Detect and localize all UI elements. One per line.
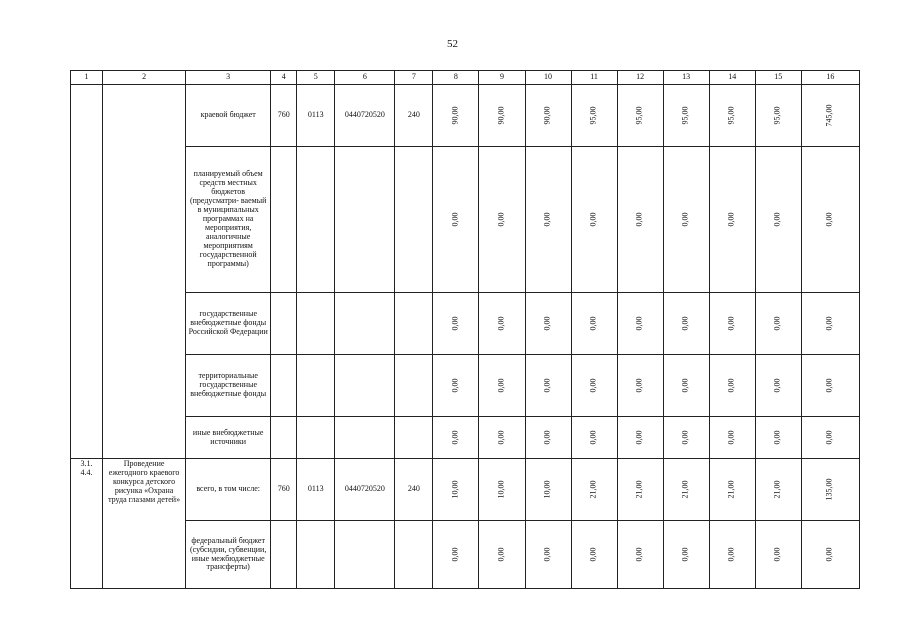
code-cell bbox=[335, 147, 395, 293]
value-cell: 0,00 bbox=[571, 521, 617, 589]
code-cell: 0113 bbox=[297, 459, 335, 521]
value-cell: 0,00 bbox=[755, 355, 801, 417]
value-cell: 0,00 bbox=[479, 147, 525, 293]
code-cell: 0113 bbox=[297, 85, 335, 147]
value-cell: 0,00 bbox=[709, 521, 755, 589]
code-cell: 760 bbox=[271, 85, 297, 147]
funding-source-cell: краевой бюджет bbox=[186, 85, 271, 147]
value-cell: 0,00 bbox=[801, 521, 859, 589]
code-cell bbox=[271, 147, 297, 293]
value-cell: 0,00 bbox=[709, 293, 755, 355]
page-number: 52 bbox=[447, 38, 458, 50]
code-cell bbox=[297, 521, 335, 589]
value-cell: 0,00 bbox=[663, 293, 709, 355]
code-cell bbox=[395, 417, 433, 459]
header-cell: 9 bbox=[479, 71, 525, 85]
value-cell: 90,00 bbox=[525, 85, 571, 147]
funding-source-cell: государственные внебюджетные фонды Российской Федерации bbox=[186, 293, 271, 355]
value-cell: 0,00 bbox=[479, 521, 525, 589]
code-cell bbox=[395, 355, 433, 417]
value-cell: 0,00 bbox=[525, 521, 571, 589]
header-cell: 13 bbox=[663, 71, 709, 85]
table-row bbox=[71, 85, 860, 147]
value-cell: 0,00 bbox=[433, 417, 479, 459]
value-cell: 0,00 bbox=[433, 355, 479, 417]
value-cell: 90,00 bbox=[479, 85, 525, 147]
header-cell: 10 bbox=[525, 71, 571, 85]
budget-table bbox=[70, 70, 860, 589]
row-number-cell: 3.1. 4.4. bbox=[71, 459, 103, 589]
row-name-cell bbox=[103, 85, 186, 459]
value-cell: 21,00 bbox=[617, 459, 663, 521]
code-cell bbox=[297, 293, 335, 355]
code-cell: 0440720520 bbox=[335, 85, 395, 147]
value-cell: 0,00 bbox=[663, 417, 709, 459]
value-cell: 0,00 bbox=[617, 293, 663, 355]
value-cell: 0,00 bbox=[755, 521, 801, 589]
value-cell: 95,00 bbox=[571, 85, 617, 147]
funding-source-cell: планируемый объем средств местных бюджетов (предусматри- ваемый в муниципальных программах на мероприятия, аналогичные мероприятиям государственной программы) bbox=[186, 147, 271, 293]
value-cell: 90,00 bbox=[433, 85, 479, 147]
row-name-cell: Проведение ежегодного краевого конкурса детского рисунка «Охрана труда глазами детей» bbox=[103, 459, 186, 589]
code-cell bbox=[271, 521, 297, 589]
value-cell: 745,00 bbox=[801, 85, 859, 147]
funding-source-cell: территориальные государственные внебюджетные фонды bbox=[186, 355, 271, 417]
value-cell: 0,00 bbox=[709, 147, 755, 293]
value-cell: 0,00 bbox=[617, 355, 663, 417]
header-cell: 16 bbox=[801, 71, 859, 85]
value-cell: 0,00 bbox=[525, 147, 571, 293]
header-cell: 4 bbox=[271, 71, 297, 85]
value-cell: 0,00 bbox=[479, 355, 525, 417]
value-cell: 0,00 bbox=[571, 147, 617, 293]
value-cell: 10,00 bbox=[525, 459, 571, 521]
value-cell: 0,00 bbox=[755, 147, 801, 293]
value-cell: 0,00 bbox=[709, 355, 755, 417]
value-cell: 0,00 bbox=[571, 355, 617, 417]
value-cell: 21,00 bbox=[709, 459, 755, 521]
row-number-cell bbox=[71, 85, 103, 459]
value-cell: 21,00 bbox=[663, 459, 709, 521]
value-cell: 0,00 bbox=[801, 147, 859, 293]
header-cell: 6 bbox=[335, 71, 395, 85]
funding-source-cell: федеральный бюджет (субсидии, субвенции, иные межбюджетные трансферты) bbox=[186, 521, 271, 589]
header-cell: 15 bbox=[755, 71, 801, 85]
code-cell: 240 bbox=[395, 85, 433, 147]
value-cell: 0,00 bbox=[433, 293, 479, 355]
code-cell bbox=[271, 293, 297, 355]
code-cell bbox=[395, 147, 433, 293]
code-cell: 0440720520 bbox=[335, 459, 395, 521]
code-cell bbox=[395, 521, 433, 589]
value-cell: 0,00 bbox=[525, 293, 571, 355]
value-cell: 0,00 bbox=[617, 147, 663, 293]
code-cell bbox=[395, 293, 433, 355]
table-row bbox=[71, 417, 860, 459]
value-cell: 0,00 bbox=[755, 417, 801, 459]
code-cell bbox=[335, 355, 395, 417]
value-cell: 95,00 bbox=[617, 85, 663, 147]
value-cell: 0,00 bbox=[617, 521, 663, 589]
value-cell: 95,00 bbox=[663, 85, 709, 147]
code-cell bbox=[297, 417, 335, 459]
header-cell: 2 bbox=[103, 71, 186, 85]
code-cell bbox=[335, 293, 395, 355]
value-cell: 0,00 bbox=[433, 521, 479, 589]
value-cell: 0,00 bbox=[479, 293, 525, 355]
value-cell: 95,00 bbox=[709, 85, 755, 147]
value-cell: 0,00 bbox=[663, 521, 709, 589]
code-cell bbox=[335, 417, 395, 459]
header-cell: 3 bbox=[186, 71, 271, 85]
header-row bbox=[71, 71, 860, 85]
value-cell: 95,00 bbox=[755, 85, 801, 147]
value-cell: 0,00 bbox=[801, 417, 859, 459]
code-cell: 240 bbox=[395, 459, 433, 521]
value-cell: 0,00 bbox=[571, 417, 617, 459]
code-cell bbox=[297, 355, 335, 417]
funding-source-cell: всего, в том числе: bbox=[186, 459, 271, 521]
value-cell: 0,00 bbox=[479, 417, 525, 459]
value-cell: 0,00 bbox=[755, 293, 801, 355]
funding-source-cell: иные внебюджетные источники bbox=[186, 417, 271, 459]
header-cell: 5 bbox=[297, 71, 335, 85]
table-row bbox=[71, 355, 860, 417]
header-cell: 11 bbox=[571, 71, 617, 85]
code-cell bbox=[335, 521, 395, 589]
code-cell: 760 bbox=[271, 459, 297, 521]
value-cell: 0,00 bbox=[617, 417, 663, 459]
value-cell: 21,00 bbox=[571, 459, 617, 521]
header-cell: 7 bbox=[395, 71, 433, 85]
code-cell bbox=[271, 355, 297, 417]
header-cell: 12 bbox=[617, 71, 663, 85]
value-cell: 0,00 bbox=[433, 147, 479, 293]
value-cell: 21,00 bbox=[755, 459, 801, 521]
code-cell bbox=[271, 417, 297, 459]
header-cell: 8 bbox=[433, 71, 479, 85]
value-cell: 0,00 bbox=[801, 293, 859, 355]
value-cell: 10,00 bbox=[479, 459, 525, 521]
value-cell: 0,00 bbox=[525, 417, 571, 459]
value-cell: 0,00 bbox=[709, 417, 755, 459]
value-cell: 0,00 bbox=[801, 355, 859, 417]
table-row bbox=[71, 459, 860, 521]
value-cell: 0,00 bbox=[663, 355, 709, 417]
value-cell: 0,00 bbox=[663, 147, 709, 293]
value-cell: 0,00 bbox=[571, 293, 617, 355]
header-cell: 1 bbox=[71, 71, 103, 85]
value-cell: 135,00 bbox=[801, 459, 859, 521]
table-row bbox=[71, 293, 860, 355]
header-cell: 14 bbox=[709, 71, 755, 85]
table-row bbox=[71, 521, 860, 589]
value-cell: 10,00 bbox=[433, 459, 479, 521]
code-cell bbox=[297, 147, 335, 293]
table-row bbox=[71, 147, 860, 293]
value-cell: 0,00 bbox=[525, 355, 571, 417]
